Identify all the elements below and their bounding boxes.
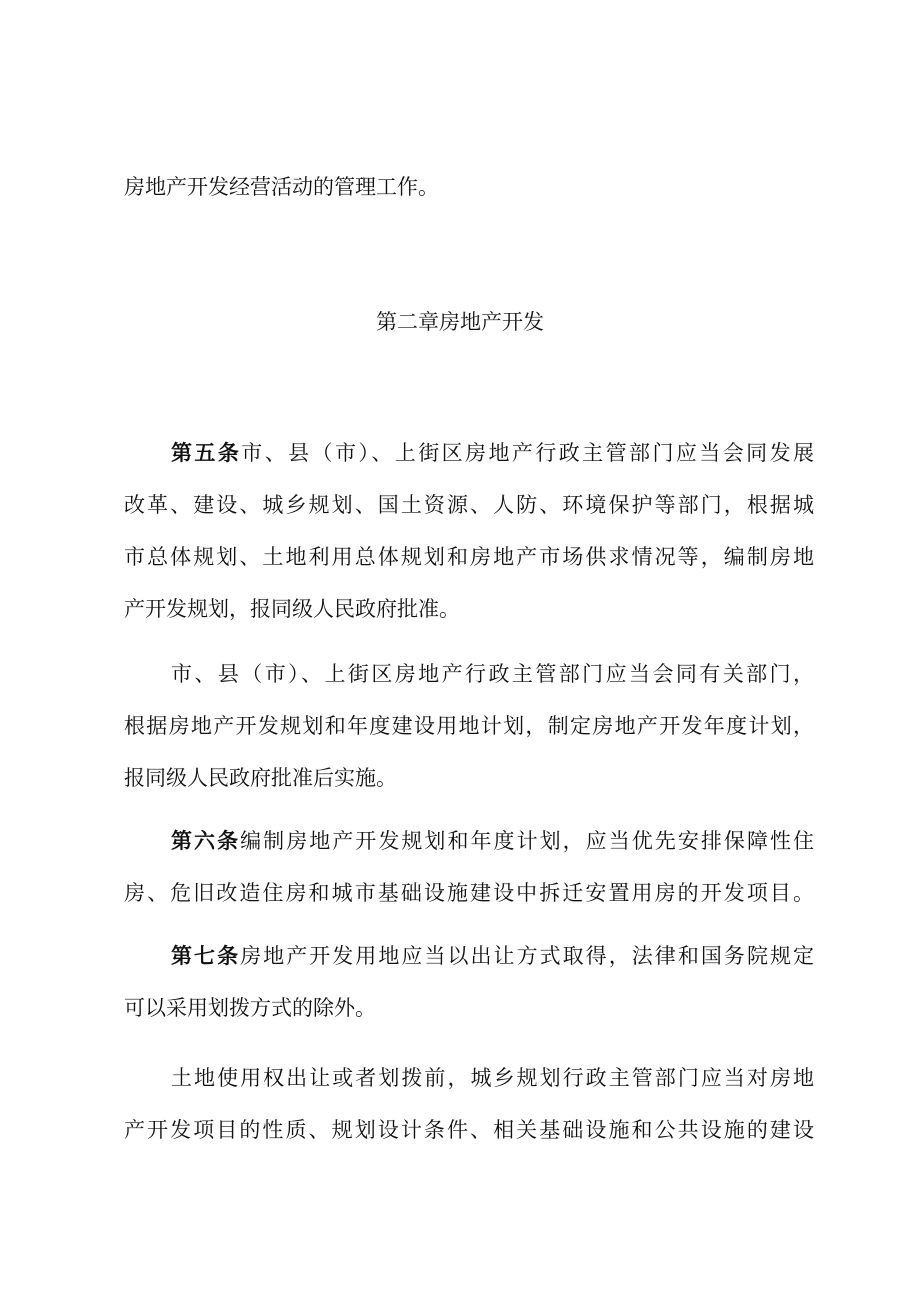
article7-line2: 可以采用划拨方式的除外。 — [124, 996, 376, 1020]
article7-text: 房地产开发用地应当以出让方式取得，法律和国务院规定 — [240, 944, 815, 968]
article7-line1 — [171, 941, 814, 971]
article5-para2-line2: 根据房地产开发规划和年度建设用地计划，制定房地产开发年度计划， — [124, 714, 814, 738]
article5-line4: 产开发规划，报同级人民政府批准。 — [124, 597, 460, 621]
article6-line1 — [171, 826, 814, 856]
article6-text: 编制房地产开发规划和年度计划，应当优先安排保障性住 — [240, 829, 815, 853]
article6-line2: 房、危旧改造住房和城市基础设施建设中拆迁安置用房的开发项目。 — [124, 881, 814, 905]
article5-text: 市、县（市）、上街区房地产行政主管部门应当会同发展 — [241, 441, 815, 465]
article7-para2-line1: 土地使用权出让或者划拨前，城乡规划行政主管部门应当对房地 — [171, 1066, 814, 1090]
article5-para2-line1: 市、县（市）、上街区房地产行政主管部门应当会同有关部门， — [171, 662, 814, 686]
article5-para2-line3: 报同级人民政府批准后实施。 — [124, 766, 397, 790]
article5-label: 第五条 — [171, 441, 242, 465]
article5-line2: 改革、建设、城乡规划、国土资源、人防、环境保护等部门，根据城 — [124, 493, 814, 517]
article5-line3: 市总体规划、土地利用总体规划和房地产市场供求情况等，编制房地 — [124, 545, 814, 569]
article7-label: 第七条 — [171, 944, 241, 968]
chapter-title: 第二章房地产开发 — [376, 310, 544, 334]
article6-label: 第六条 — [171, 829, 241, 853]
carryover-text: 房地产开发经营活动的管理工作。 — [124, 175, 439, 199]
article7-para2-line2: 产开发项目的性质、规划设计条件、相关基础设施和公共设施的建设 — [124, 1118, 814, 1142]
article5-line1 — [171, 438, 814, 468]
